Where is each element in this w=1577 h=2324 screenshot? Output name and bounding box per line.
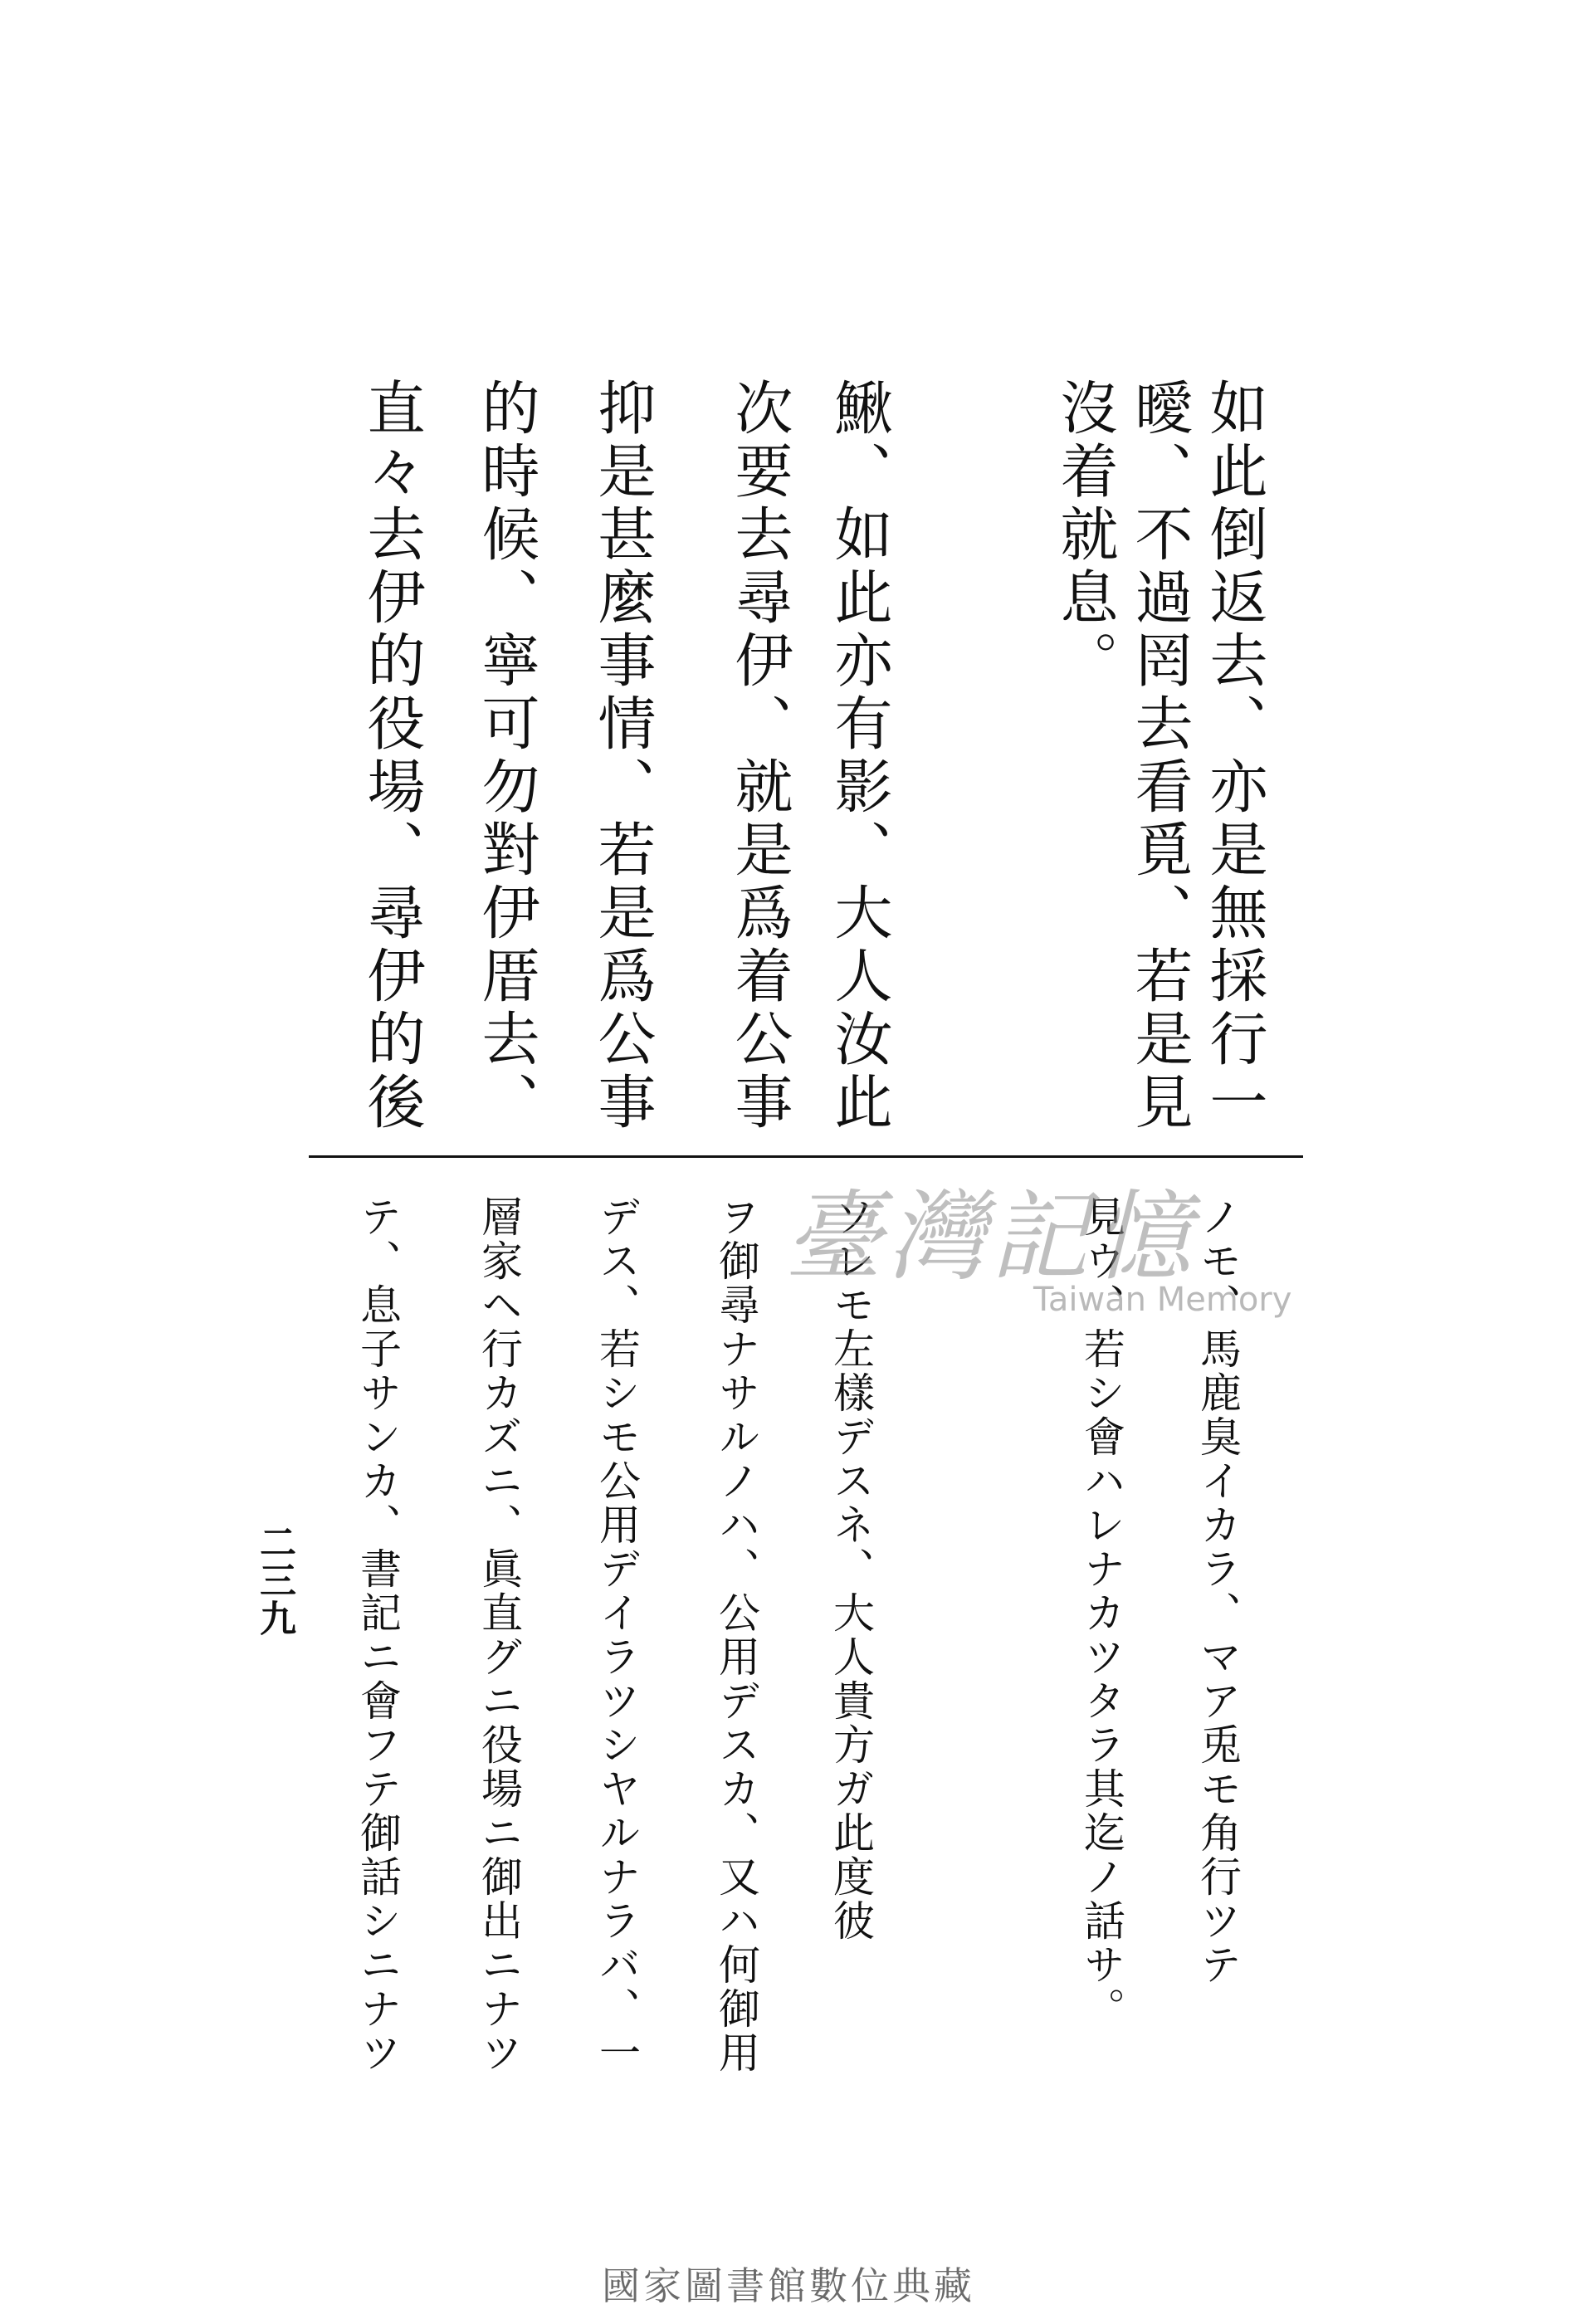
lower-column-5: デス、若シモ公用デイラツシヤルナラバ、一	[593, 1195, 641, 2075]
lower-column-6: 層家ヘ行カズニ、眞直グニ役場ニ御出ニナツ	[475, 1195, 523, 2075]
lower-column-1: ノモ、馬鹿臭イカラ、マア兎モ角行ツテ	[1194, 1195, 1242, 1987]
lower-column-4: ヲ御尋ナサルノハ、公用デスカ、又ハ何御用	[712, 1195, 760, 2075]
page-number: 二三九	[253, 1523, 295, 1638]
upper-column-2: 曖、不過罔去看覓、若是見	[1125, 378, 1194, 1135]
upper-column-4: 鰍、如此亦有影、大人汝此	[825, 378, 893, 1135]
lower-column-2: 見ウ、若シ會ハレナカツタラ其迄ノ話サ。	[1077, 1195, 1125, 2031]
upper-column-7: 的時候、寧可勿對伊厝去、	[472, 378, 540, 1135]
lower-column-3: ソレモ左樣デスネ、大人貴方ガ此度彼	[827, 1195, 875, 1943]
lower-column-7: テ、息子サンカ、書記ニ會フテ御話シニナツ	[354, 1195, 402, 2075]
footer-credit: 國家圖書館數位典藏	[602, 2263, 975, 2308]
divider-line	[309, 1155, 1303, 1158]
upper-column-1: 如此倒返去、亦是無採行一	[1200, 378, 1268, 1135]
upper-column-8: 直々去伊的役場、尋伊的後	[358, 378, 426, 1135]
upper-column-3: 沒着就息。	[1051, 378, 1119, 693]
upper-column-5: 次要去尋伊、就是爲着公事	[725, 378, 793, 1135]
upper-column-6: 抑是甚麼事情、若是爲公事	[588, 378, 657, 1135]
watermark-english: Taiwan Memory	[1033, 1281, 1292, 1319]
watermark-chinese: 臺灣記憶	[784, 1179, 1197, 1294]
